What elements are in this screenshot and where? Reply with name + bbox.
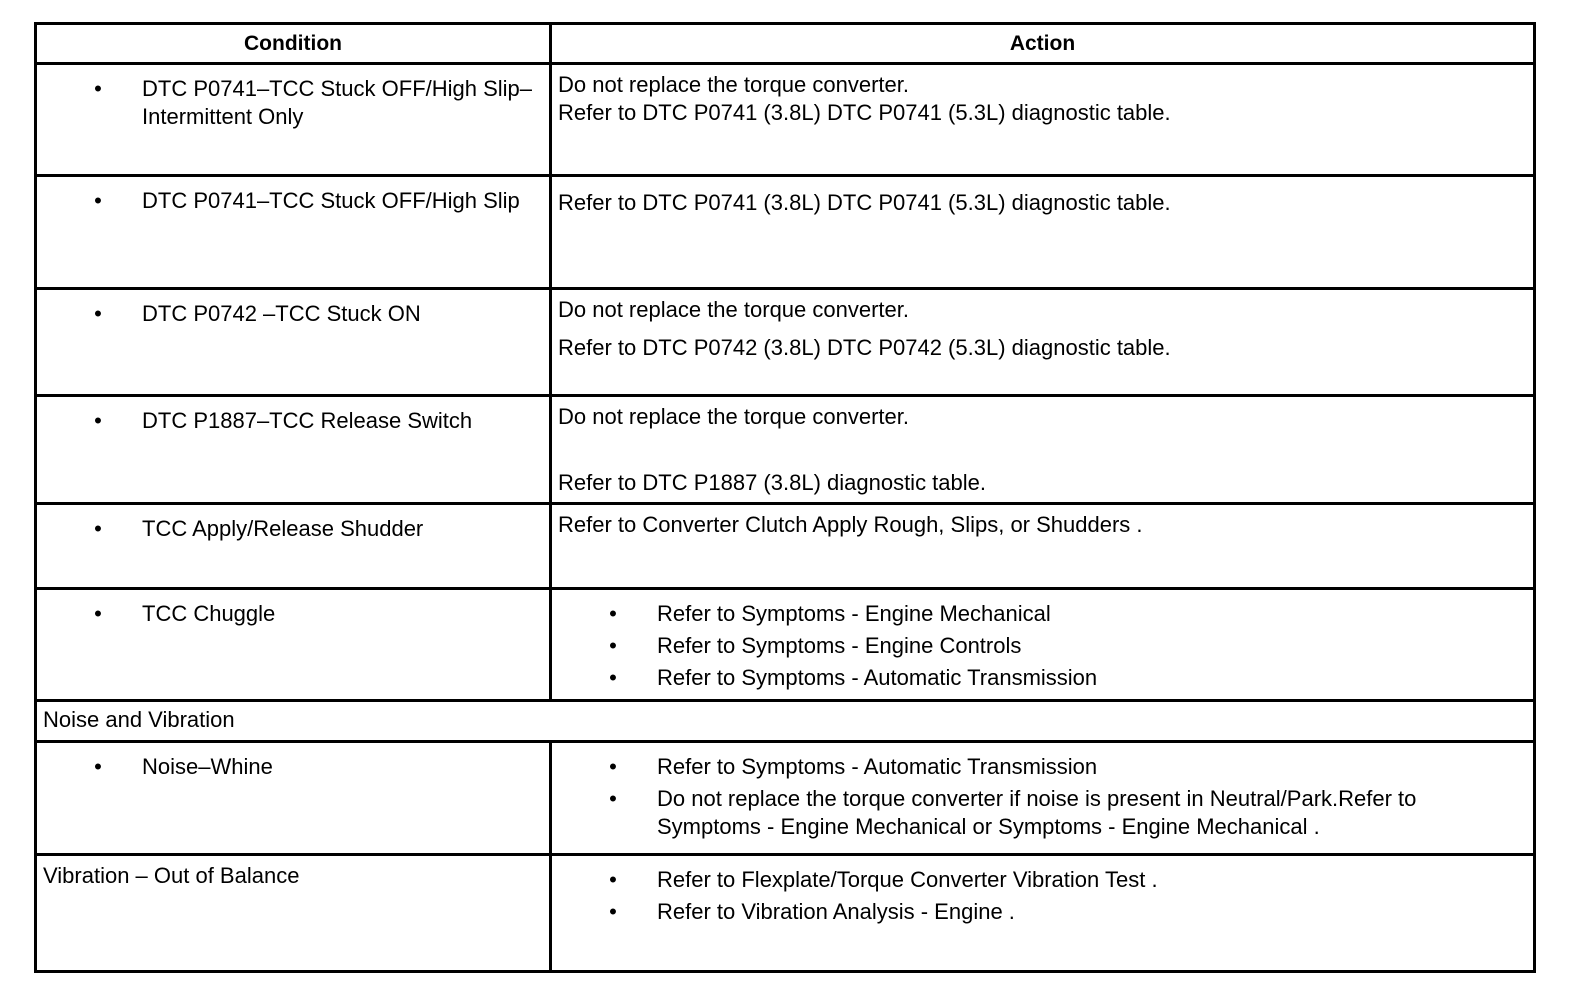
action-cell <box>551 64 1535 176</box>
action-text: Refer to Converter Clutch Apply Rough, Slips, or Shudders . <box>558 512 1143 538</box>
section-row <box>36 701 1535 742</box>
action-cell <box>551 504 1535 588</box>
bullet-icon: • <box>609 754 617 780</box>
bullet-icon: • <box>94 300 102 326</box>
action-text: Do not replace the torque converter if noise is present in Neutral/Park.Refer to Symptoms - Engine Mechanical or Symptoms - Engine Mechanical . <box>657 786 1417 840</box>
header-action: Action <box>551 24 1535 64</box>
action-text: Do not replace the torque converter. <box>558 296 909 322</box>
condition-cell <box>36 288 551 395</box>
bullet-icon: • <box>94 408 102 434</box>
condition-text: DTC P0741–TCC Stuck OFF/High Slip <box>142 188 520 214</box>
action-list <box>552 856 1533 926</box>
condition-cell <box>36 64 551 176</box>
list-item <box>609 898 1523 926</box>
action-text: Refer to DTC P0741 (3.8L) DTC P0741 (5.3L) diagnostic table. <box>558 100 1171 126</box>
condition-cell <box>36 504 551 588</box>
table-row <box>36 176 1535 288</box>
table-row <box>36 396 1535 504</box>
condition-cell <box>36 588 551 700</box>
action-cell <box>551 288 1535 395</box>
condition-text: DTC P0741–TCC Stuck OFF/High Slip–Intermittent Only <box>142 76 533 130</box>
action-text: Refer to Symptoms - Engine Controls <box>657 632 1022 658</box>
action-text: Do not replace the torque converter. <box>558 72 909 98</box>
list-item <box>609 785 1523 841</box>
bullet-icon: • <box>609 898 617 924</box>
list-item <box>609 600 1523 628</box>
header-row <box>36 24 1535 64</box>
action-cell <box>551 396 1535 504</box>
condition-cell <box>36 854 551 971</box>
bullet-icon: • <box>94 76 102 102</box>
action-cell <box>551 588 1535 700</box>
condition-text: DTC P1887–TCC Release Switch <box>142 408 473 434</box>
action-cell <box>551 854 1535 971</box>
condition-text: TCC Apply/Release Shudder <box>142 516 424 542</box>
bullet-icon: • <box>609 600 617 626</box>
action-text: Do not replace the torque converter. <box>558 404 909 430</box>
section-cell <box>36 701 1535 742</box>
action-text: Refer to DTC P1887 (3.8L) diagnostic table. <box>558 470 987 496</box>
table-row <box>36 588 1535 700</box>
condition-text: Noise–Whine <box>142 754 273 780</box>
bullet-icon: • <box>94 754 102 780</box>
condition-cell <box>36 176 551 288</box>
condition-text: TCC Chuggle <box>142 600 276 626</box>
action-text: Refer to Vibration Analysis - Engine . <box>657 898 1015 924</box>
action-text: Refer to DTC P0742 (3.8L) DTC P0742 (5.3L) diagnostic table. <box>558 334 1171 360</box>
action-text: Refer to Symptoms - Automatic Transmission <box>657 754 1098 780</box>
bullet-icon: • <box>94 188 102 214</box>
bullet-icon: • <box>609 664 617 690</box>
list-item <box>609 632 1523 660</box>
table-row <box>36 288 1535 395</box>
action-list <box>552 743 1533 841</box>
bullet-icon: • <box>609 632 617 658</box>
action-list <box>552 590 1533 692</box>
action-cell <box>551 742 1535 854</box>
action-text: Refer to Symptoms - Engine Mechanical <box>657 600 1051 626</box>
table-row <box>36 742 1535 854</box>
action-text: Refer to Flexplate/Torque Converter Vibration Test . <box>657 866 1158 892</box>
list-item <box>609 753 1523 781</box>
header-condition: Condition <box>36 24 551 64</box>
section-title: Noise and Vibration <box>43 707 235 733</box>
table-row <box>36 64 1535 176</box>
symptom-table <box>34 22 1536 973</box>
bullet-icon: • <box>94 600 102 626</box>
bullet-icon: • <box>609 786 617 812</box>
condition-text: DTC P0742 –TCC Stuck ON <box>142 300 421 326</box>
list-item <box>609 664 1523 692</box>
list-item <box>609 866 1523 894</box>
condition-text: Vibration – Out of Balance <box>43 862 300 888</box>
bullet-icon: • <box>609 866 617 892</box>
table-row <box>36 854 1535 971</box>
table-row <box>36 504 1535 588</box>
action-text: Refer to DTC P0741 (3.8L) DTC P0741 (5.3L) diagnostic table. <box>558 190 1171 216</box>
bullet-icon: • <box>94 516 102 542</box>
condition-cell <box>36 396 551 504</box>
action-cell <box>551 176 1535 288</box>
condition-cell <box>36 742 551 854</box>
action-text: Refer to Symptoms - Automatic Transmission <box>657 664 1098 690</box>
